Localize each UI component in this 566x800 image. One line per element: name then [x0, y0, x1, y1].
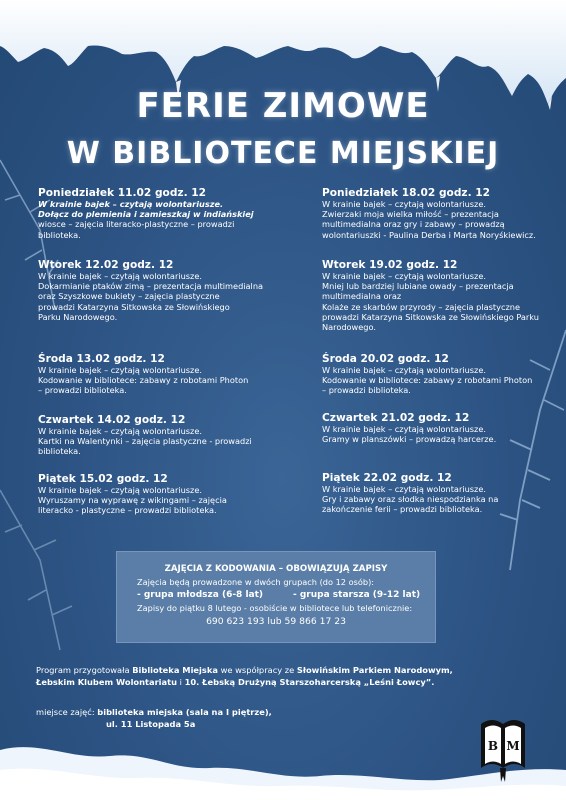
- event-day: Środa 20.02 godz. 12: [322, 353, 449, 365]
- poster-title-line1: FERIE ZIMOWE: [136, 86, 430, 126]
- book-logo-icon: [478, 716, 528, 782]
- event-line: W krainie bajek – czytają wolontariusze.: [322, 271, 486, 281]
- event-line: Gry i zabawy oraz słodka niespodzianka na: [322, 494, 499, 505]
- event-line: W krainie bajek – czytają wolontariusze.: [322, 424, 486, 434]
- event-line: multimedialna oraz gry i zabawy – prowadzą: [322, 219, 505, 230]
- event-line: Narodowego.: [322, 322, 376, 333]
- coding-box-heading: ZAJĘCIA Z KODOWANIA – OBOWIĄZUJĄ ZAPISY: [164, 564, 388, 574]
- event-line: W krainie bajek – czytają wolontariusze.: [38, 199, 224, 209]
- event-line: W krainie bajek – czytają wolontariusze.: [322, 199, 486, 209]
- event-line: literacko - plastyczne – prowadzi biblioteka.: [38, 505, 217, 516]
- event-line: Dokarmianie ptaków zimą – prezentacja multimedialna: [38, 281, 264, 292]
- event-day: Poniedziałek 11.02 godz. 12: [38, 187, 207, 199]
- venue-address: ul. 11 Listopada 5a: [106, 719, 196, 729]
- event-line: W krainie bajek – czytają wolontariusze.: [38, 426, 202, 436]
- svg-text:B: B: [487, 739, 499, 753]
- event-line: W krainie bajek – czytają wolontariusze.: [38, 365, 202, 375]
- svg-text:M: M: [506, 739, 520, 753]
- event-line: wolontariuszki - Paulina Derba i Marta Noryśkiewicz.: [322, 229, 536, 240]
- event-line: Gramy w planszówki – prowadzą harcerze.: [322, 434, 497, 445]
- event-wed-13: [38, 353, 273, 396]
- event-line: wiosce – zajęcia literacko-plastyczne – prowadzi: [38, 219, 235, 230]
- event-line: W krainie bajek – czytają wolontariusze.: [322, 365, 486, 375]
- event-line: biblioteka.: [38, 229, 81, 240]
- event-line: prowadzi Katarzyna Sitkowska ze Słowińskiego Parku: [322, 311, 539, 322]
- event-day: Wtorek 12.02 godz. 12: [38, 259, 174, 271]
- event-day: Poniedziałek 18.02 godz. 12: [322, 187, 491, 199]
- event-line: Kodowanie w bibliotece: zabawy z robotami Photon: [38, 375, 249, 386]
- phone-numbers: 690 623 193 lub 59 866 17 23: [206, 616, 346, 627]
- event-line: zakończenie ferii – prowadzi biblioteka.: [322, 504, 483, 515]
- event-day: Czwartek 14.02 godz. 12: [38, 414, 186, 426]
- coding-box-groups-info: Zajęcia będą prowadzone w dwóch grupach (do 12 osób):: [137, 577, 375, 587]
- poster-title-line2: W BIBLIOTECE MIEJSKIEJ: [66, 136, 500, 171]
- event-line: oraz Szyszkowe bukiety – zajęcia plastyczne: [38, 291, 220, 302]
- event-line: prowadzi Katarzyna Sitkowska ze Słowińskiego: [38, 301, 230, 312]
- group-old: - grupa starsza (9-12 lat): [293, 590, 421, 600]
- event-line: W krainie bajek – czytają wolontariusze.: [38, 485, 202, 495]
- event-line: Dołącz do plemienia i zamieszkaj w indiańskiej: [38, 209, 254, 220]
- coding-box-signup-info: Zapisy do piątku 8 lutego - osobiście w bibliotece lub telefonicznie:: [137, 603, 413, 613]
- event-tue-12: [38, 259, 273, 322]
- venue-value: biblioteka miejska (sala na I piętrze),: [97, 707, 272, 717]
- event-line: Wyruszamy na wyprawę z wikingami – zajęcia: [38, 495, 227, 506]
- event-line: Kodowanie w bibliotece: zabawy z robotami Photon: [322, 375, 533, 386]
- event-line: Zwierzaki moja wielka miłość – prezentacja: [322, 209, 499, 220]
- event-fri-22: [322, 472, 557, 515]
- event-day: Środa 13.02 godz. 12: [38, 353, 165, 365]
- event-tue-19: [322, 259, 557, 332]
- event-thu-14: [38, 414, 273, 457]
- event-line: Parku Narodowego.: [38, 311, 118, 322]
- event-day: Piątek 22.02 godz. 12: [322, 472, 452, 484]
- event-line: biblioteka.: [38, 446, 81, 457]
- event-line: Mniej lub bardziej lubiane owady – prezentacja: [322, 281, 514, 292]
- event-line: Kolaże ze skarbów przyrody – zajęcia plastyczne: [322, 301, 520, 312]
- coding-signup-box: [116, 551, 436, 643]
- venue-label: miejsce zajęć:: [36, 707, 98, 717]
- event-line: – prowadzi biblioteka.: [322, 385, 411, 396]
- event-thu-21: [322, 412, 557, 444]
- event-mon-11: [38, 187, 273, 240]
- event-mon-18: [322, 187, 557, 240]
- organizers-note: Program przygotowała Biblioteka Miejska we współpracy ze Słowińskim Parkiem Narodowym, Łebskim Klubem Wolontariatu i 10. Łebską Drużyną Starszoharcerską „Leśni Łowcy”.: [36, 665, 453, 687]
- event-line: multimedialna oraz: [322, 291, 402, 302]
- event-line: – prowadzi biblioteka.: [38, 385, 127, 396]
- event-day: Wtorek 19.02 godz. 12: [322, 259, 458, 271]
- event-fri-15: [38, 473, 273, 516]
- event-wed-20: [322, 353, 557, 396]
- group-young: - grupa młodsza (6-8 lat): [137, 590, 264, 600]
- event-line: W krainie bajek – czytają wolontariusze.: [322, 484, 486, 494]
- event-line: W krainie bajek – czytają wolontariusze.: [38, 271, 202, 281]
- event-day: Czwartek 21.02 godz. 12: [322, 412, 470, 424]
- event-day: Piątek 15.02 godz. 12: [38, 473, 168, 485]
- event-line: Kartki na Walentynki – zajęcia plastyczne - prowadzi: [38, 436, 252, 447]
